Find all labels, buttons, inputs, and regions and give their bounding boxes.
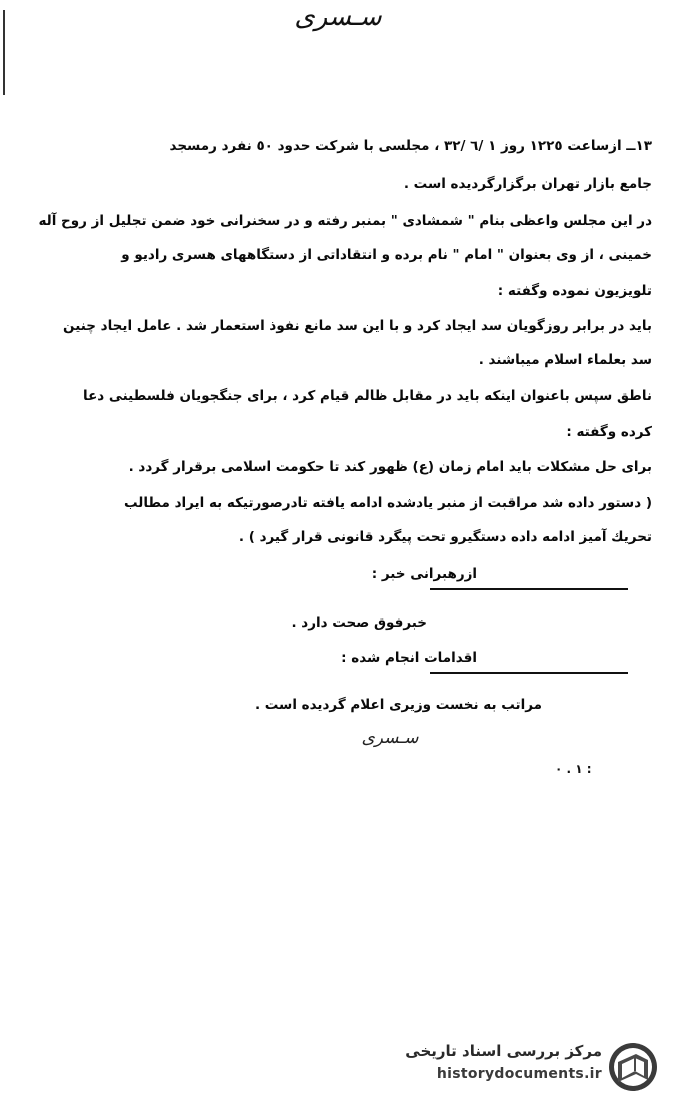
report-line: مراتب به نخست وزيرى اعلام گرديده است . xyxy=(254,697,542,713)
report-line: جامع بازار تهران برگزارگرديده است . xyxy=(403,176,652,192)
archive-logo-icon xyxy=(606,1040,660,1094)
report-line: بايد در برابر روزگويان سد ايجاد كرد و با اين سد مانع نفوذ استعمار شد . عامل ايجاد چنين xyxy=(63,318,652,334)
report-line: خمينى ، از وى بعنوان " امام " نام برده و انتقاداتى از دستگاههاى هسرى راديو و xyxy=(121,247,652,263)
report-line: براى حل مشكلات بايد امام زمان (ع) ظهور كند تا حكومت اسلامى برقرار گردد . xyxy=(128,459,652,475)
classification-header: سـسرى xyxy=(294,2,382,32)
archive-website: historydocuments.ir xyxy=(436,1066,602,1082)
report-line: در اين مجلس واعظى بنام " شمشادى " بمنبر رفته و در سخنرانى خود ضمن تجليل از روح آله xyxy=(38,213,652,229)
section-heading-actions: اقدامات انجام شده : xyxy=(341,650,477,666)
report-line: ( دستور داده شد مراقبت از منبر يادشده ادامه يافته تادرصورتيكه به ايراد مطالب xyxy=(123,495,652,511)
heading-underline xyxy=(430,672,628,674)
report-line: كرده وگفته : xyxy=(566,424,652,440)
page-number: ١ . ٠ : xyxy=(555,762,592,776)
report-line: ناطق سپس باعنوان اينكه بايد در مقابل ظالم قيام كرد ، براى جنگجويان فلسطينى دعا xyxy=(83,388,652,404)
heading-underline xyxy=(430,588,628,590)
report-line: ١٣ــ ازساعت ١٢٢٥ روز ١ /٦ /٣٢ ، مجلسى با شركت حدود ٥٠ نفرد رمسجد xyxy=(169,138,652,154)
report-line: تلويزيون نموده وگفته : xyxy=(497,283,652,299)
report-line: تحريك آميز ادامه داده دستگيرو تحت پيگرد قانونى قرار گيرد ) . xyxy=(238,529,652,545)
archive-org-name: مرکز بررسی اسناد تاریخی xyxy=(405,1042,602,1060)
report-line: سد بعلماء اسلام ميباشند . xyxy=(478,352,652,368)
section-heading-leaders: ازرهبرانى خبر : xyxy=(371,566,477,582)
signature: سـسرى xyxy=(361,728,419,748)
archive-watermark xyxy=(366,1038,666,1098)
report-line: خبرفوق صحت دارد . xyxy=(291,615,427,631)
